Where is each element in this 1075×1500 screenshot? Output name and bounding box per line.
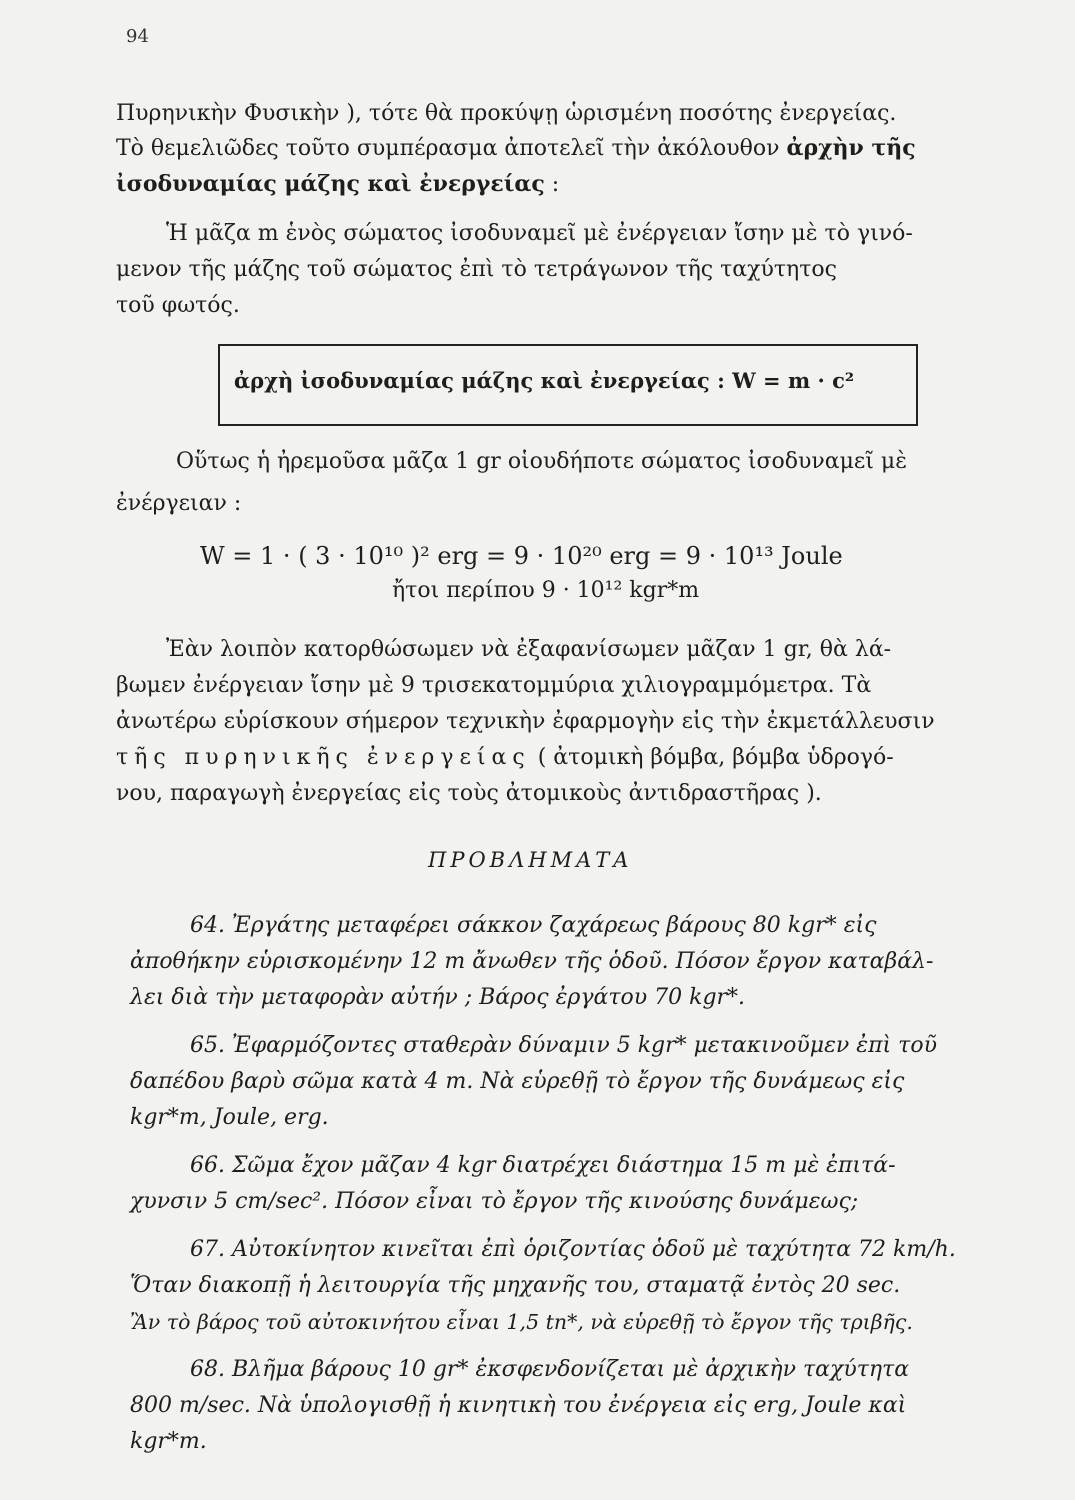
problem-line: kgr*m. [130, 1429, 207, 1454]
text-line [116, 170, 559, 199]
text-line: νου, παραγωγὴ ἐνεργείας εἰς τοὺς ἀτομικοὺς ἀντιδραστῆρας ). [116, 781, 822, 806]
text-line: ἀνωτέρω εὑρίσκουν σήμερον τεχνικὴν ἐφαρμογὴν εἰς τὴν ἐκμετάλλευσιν [116, 709, 935, 734]
problem-line: 66. Σῶμα ἔχον μᾶζαν 4 kgr διατρέχει διάστημα 15 m μὲ ἐπιτά- [190, 1153, 896, 1178]
colon: : [551, 172, 560, 197]
problem-line: 67. Αὐτοκίνητον κινεῖται ἐπὶ ὁριζοντίας ὁδοῦ μὲ ταχύτητα 72 km/h. [190, 1237, 956, 1262]
text-span: Τὸ θεμελιῶδες τοῦτο συμπέρασμα ἀποτελεῖ τὴν ἀκόλουθον [116, 136, 780, 161]
problem-line: Ὅταν διακοπῇ ἡ λειτουργία τῆς μηχανῆς του, σταματᾷ ἐντὸς 20 sec. [130, 1273, 901, 1298]
text-line: Πυρηνικὴν Φυσικὴν ), τότε θὰ προκύψῃ ὡρισμένη ποσότης ἐνεργείας. [116, 101, 897, 126]
principle-box [218, 344, 918, 426]
text-line: Οὕτως ἡ ἠρεμοῦσα μᾶζα 1 gr οἱουδήποτε σώματος ἰσοδυναμεῖ μὲ [176, 449, 907, 474]
text-line: βωμεν ἐνέργειαν ἴσην μὲ 9 τρισεκατομμύρια χιλιογραμμόμετρα. Τὰ [116, 673, 872, 698]
problem-line: λει διὰ τὴν μεταφορὰν αὐτήν ; Βάρος ἐργάτου 70 kgr*. [130, 985, 746, 1010]
problem-line: δαπέδου βαρὺ σῶμα κατὰ 4 m. Νὰ εὑρεθῇ τὸ ἔργον τῆς δυνάμεως εἰς [130, 1069, 905, 1094]
problem-line: 64. Ἐργάτης μεταφέρει σάκκον ζαχάρεως βάρους 80 kgr* εἰς [190, 913, 877, 938]
problem-line: 800 m/sec. Νὰ ὑπολογισθῇ ἡ κινητικὴ του ἐνέργεια εἰς erg, Joule καὶ [130, 1393, 907, 1418]
problem-line: 68. Βλῆμα βάρους 10 gr* ἐκσφενδονίζεται μὲ ἀρχικὴν ταχύτητα [190, 1357, 910, 1382]
formula: ἤτοι περίπου 9 · 10¹² kgr*m [392, 578, 700, 603]
problem-line: Ἂν τὸ βάρος τοῦ αὐτοκινήτου εἶναι 1,5 tn*, νὰ εὑρεθῇ τὸ ἔργον τῆς τριβῆς. [130, 1310, 913, 1334]
text-line: Ἐὰν λοιπὸν κατορθώσωμεν νὰ ἐξαφανίσωμεν μᾶζαν 1 gr, θὰ λά- [166, 637, 892, 662]
text-span: ( ἀτομικὴ βόμβα, βόμβα ὑδρογό- [537, 745, 894, 770]
problem-line: ἀποθήκην εὑρισκομένην 12 m ἄνωθεν τῆς ὁδοῦ. Πόσον ἔργον καταβάλ- [130, 949, 934, 974]
text-line: Ἡ μᾶζα m ἑνὸς σώματος ἰσοδυναμεῖ μὲ ἐνέργειαν ἴσην μὲ τὸ γινό- [166, 221, 913, 246]
text-line: ἐνέργειαν : [116, 491, 242, 516]
text-line: τοῦ φωτός. [116, 293, 240, 318]
text-line [116, 134, 916, 163]
formula: W = 1 · ( 3 · 10¹⁰ )² erg = 9 · 10²⁰ erg = 9 · 10¹³ Joule [200, 542, 843, 570]
bold-phrase: ἰσοδυναμίας μάζης καὶ ἐνεργείας [116, 171, 545, 197]
text-line [116, 744, 894, 772]
problem-line: kgr*m, Joule, erg. [130, 1105, 329, 1130]
principle-text: ἀρχὴ ἰσοδυναμίας μάζης καὶ ἐνεργείας : W = m · c² [234, 368, 855, 393]
spaced-phrase: τῆς πυρηνικῆς ἐνεργείας [116, 745, 531, 770]
section-heading: ΠΡΟΒΛΗΜΑΤΑ [428, 848, 633, 872]
problem-line: 65. Ἐφαρμόζοντες σταθερὰν δύναμιν 5 kgr* μετακινοῦμεν ἐπὶ τοῦ [190, 1033, 937, 1058]
bold-phrase: ἀρχὴν τῆς [786, 135, 916, 161]
problem-line: χυνσιν 5 cm/sec². Πόσον εἶναι τὸ ἔργον τῆς κινούσης δυνάμεως; [130, 1189, 859, 1214]
page-number: 94 [126, 26, 149, 47]
text-line: μενον τῆς μάζης τοῦ σώματος ἐπὶ τὸ τετράγωνον τῆς ταχύτητος [116, 257, 837, 282]
